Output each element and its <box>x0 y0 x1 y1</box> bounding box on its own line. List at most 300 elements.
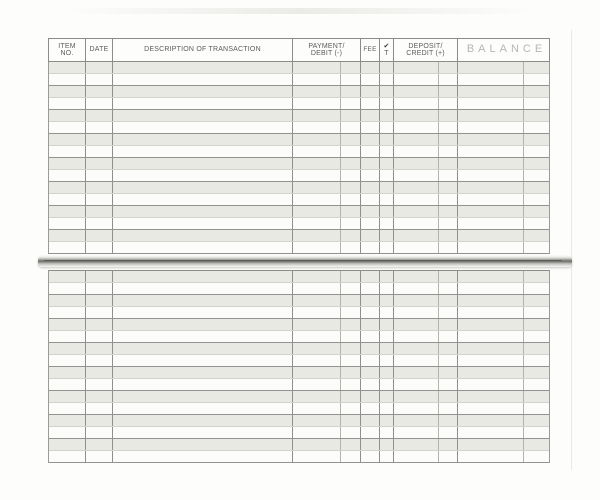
register-row-line <box>49 295 549 307</box>
register-row-line <box>49 379 549 391</box>
cell-deposit-cents <box>439 367 458 378</box>
register-row-line <box>49 403 549 415</box>
cell-balance-dollars <box>458 391 524 402</box>
cell-description <box>113 439 293 450</box>
cell-payment-cents <box>341 307 361 318</box>
cell-date <box>86 415 113 426</box>
cell-date <box>86 271 113 282</box>
cell-balance-dollars <box>458 62 524 73</box>
cell-payment-dollars <box>293 146 341 157</box>
cell-payment-cents <box>341 194 361 205</box>
cell-date <box>86 343 113 354</box>
cell-balance-dollars <box>458 295 524 306</box>
cell-check-t <box>380 230 394 241</box>
register-row-line <box>49 242 549 254</box>
cell-balance-cents <box>524 134 551 145</box>
cell-check-t <box>380 218 394 229</box>
register-page-top <box>48 38 550 254</box>
column-header-fee <box>361 39 380 61</box>
register-row-line <box>49 182 549 194</box>
cell-check-t <box>380 74 394 85</box>
cell-deposit-dollars <box>394 170 439 181</box>
register-row-line <box>49 170 549 182</box>
cell-fee <box>361 218 380 229</box>
register-row-line <box>49 331 549 343</box>
cell-deposit-dollars <box>394 403 439 414</box>
cell-payment-dollars <box>293 367 341 378</box>
cell-description <box>113 331 293 342</box>
cell-check-t <box>380 427 394 438</box>
fee-label: FEE <box>363 46 377 54</box>
cell-balance-cents <box>524 403 551 414</box>
cell-balance-dollars <box>458 182 524 193</box>
register-row-line <box>49 146 549 158</box>
cell-deposit-cents <box>439 194 458 205</box>
register-header-row <box>48 38 550 62</box>
register-row-line <box>49 415 549 427</box>
cell-fee <box>361 194 380 205</box>
cell-balance-cents <box>524 379 551 390</box>
cell-deposit-dollars <box>394 439 439 450</box>
cell-deposit-cents <box>439 451 458 462</box>
cell-date <box>86 295 113 306</box>
cell-deposit-dollars <box>394 451 439 462</box>
cell-check-t <box>380 271 394 282</box>
cell-fee <box>361 158 380 169</box>
cell-description <box>113 451 293 462</box>
cell-balance-dollars <box>458 415 524 426</box>
cell-item-no <box>49 391 86 402</box>
cell-description <box>113 403 293 414</box>
cell-deposit-cents <box>439 86 458 97</box>
cell-description <box>113 307 293 318</box>
cell-balance-cents <box>524 427 551 438</box>
cell-date <box>86 242 113 253</box>
spiral-binding-bar <box>38 256 572 267</box>
cell-balance-cents <box>524 110 551 121</box>
item-no-label-line1: ITEM <box>58 42 76 50</box>
cell-fee <box>361 415 380 426</box>
cell-balance-cents <box>524 343 551 354</box>
cell-check-t <box>380 98 394 109</box>
cell-balance-dollars <box>458 439 524 450</box>
date-label: DATE <box>89 46 109 54</box>
cell-date <box>86 98 113 109</box>
cell-balance-cents <box>524 74 551 85</box>
cell-description <box>113 319 293 330</box>
cell-description <box>113 74 293 85</box>
cell-balance-dollars <box>458 194 524 205</box>
cell-date <box>86 182 113 193</box>
cell-payment-cents <box>341 355 361 366</box>
cell-fee <box>361 331 380 342</box>
cell-deposit-dollars <box>394 307 439 318</box>
cell-item-no <box>49 439 86 450</box>
cell-payment-dollars <box>293 283 341 294</box>
cell-item-no <box>49 403 86 414</box>
cell-deposit-dollars <box>394 158 439 169</box>
cell-fee <box>361 242 380 253</box>
binding-crimp-line <box>44 260 562 261</box>
cell-item-no <box>49 367 86 378</box>
cell-balance-dollars <box>458 451 524 462</box>
cell-balance-dollars <box>458 379 524 390</box>
cell-date <box>86 146 113 157</box>
cell-description <box>113 367 293 378</box>
cell-balance-dollars <box>458 403 524 414</box>
cell-balance-cents <box>524 170 551 181</box>
cell-balance-dollars <box>458 134 524 145</box>
cell-item-no <box>49 134 86 145</box>
cell-check-t <box>380 194 394 205</box>
cell-balance-dollars <box>458 218 524 229</box>
cell-description <box>113 110 293 121</box>
cell-check-t <box>380 319 394 330</box>
cell-payment-dollars <box>293 98 341 109</box>
cell-balance-dollars <box>458 170 524 181</box>
cell-item-no <box>49 331 86 342</box>
cell-fee <box>361 271 380 282</box>
cell-balance-cents <box>524 86 551 97</box>
cell-fee <box>361 295 380 306</box>
cell-payment-cents <box>341 295 361 306</box>
cell-balance-cents <box>524 182 551 193</box>
cell-item-no <box>49 319 86 330</box>
cell-deposit-cents <box>439 98 458 109</box>
paper-edge <box>571 30 572 470</box>
cell-payment-cents <box>341 319 361 330</box>
cell-deposit-cents <box>439 439 458 450</box>
cell-payment-cents <box>341 271 361 282</box>
cell-date <box>86 170 113 181</box>
column-header-balance <box>458 39 551 61</box>
cell-date <box>86 427 113 438</box>
cell-balance-cents <box>524 283 551 294</box>
cell-payment-dollars <box>293 134 341 145</box>
cell-balance-dollars <box>458 355 524 366</box>
cell-fee <box>361 355 380 366</box>
cell-balance-dollars <box>458 122 524 133</box>
cell-description <box>113 427 293 438</box>
cell-payment-cents <box>341 134 361 145</box>
cell-balance-cents <box>524 62 551 73</box>
cell-check-t <box>380 182 394 193</box>
cell-payment-dollars <box>293 62 341 73</box>
cell-deposit-dollars <box>394 343 439 354</box>
cell-description <box>113 98 293 109</box>
cell-description <box>113 355 293 366</box>
cell-deposit-dollars <box>394 367 439 378</box>
cell-date <box>86 218 113 229</box>
cell-deposit-cents <box>439 391 458 402</box>
cell-fee <box>361 283 380 294</box>
cell-deposit-cents <box>439 110 458 121</box>
cell-item-no <box>49 182 86 193</box>
cell-deposit-cents <box>439 271 458 282</box>
cell-date <box>86 367 113 378</box>
cell-description <box>113 170 293 181</box>
cell-payment-cents <box>341 110 361 121</box>
cell-payment-cents <box>341 391 361 402</box>
register-row-line <box>49 451 549 463</box>
cell-item-no <box>49 307 86 318</box>
scan-artifact-top <box>60 8 540 14</box>
cell-balance-cents <box>524 146 551 157</box>
register-row-line <box>49 355 549 367</box>
cell-payment-dollars <box>293 110 341 121</box>
cell-deposit-cents <box>439 182 458 193</box>
cell-balance-dollars <box>458 158 524 169</box>
cell-date <box>86 194 113 205</box>
cell-deposit-dollars <box>394 218 439 229</box>
cell-check-t <box>380 367 394 378</box>
cell-description <box>113 194 293 205</box>
cell-description <box>113 295 293 306</box>
cell-payment-cents <box>341 242 361 253</box>
cell-fee <box>361 391 380 402</box>
cell-date <box>86 379 113 390</box>
cell-payment-dollars <box>293 170 341 181</box>
cell-deposit-dollars <box>394 295 439 306</box>
register-row-line <box>49 307 549 319</box>
cell-description <box>113 134 293 145</box>
cell-payment-dollars <box>293 427 341 438</box>
cell-date <box>86 319 113 330</box>
cell-payment-cents <box>341 379 361 390</box>
cell-payment-cents <box>341 74 361 85</box>
payment-label-line1: PAYMENT/ <box>308 42 345 50</box>
cell-payment-cents <box>341 122 361 133</box>
cell-balance-dollars <box>458 98 524 109</box>
register-row-line <box>49 427 549 439</box>
cell-payment-cents <box>341 331 361 342</box>
cell-check-t <box>380 283 394 294</box>
cell-payment-dollars <box>293 122 341 133</box>
cell-description <box>113 230 293 241</box>
cell-date <box>86 134 113 145</box>
cell-fee <box>361 146 380 157</box>
cell-payment-cents <box>341 218 361 229</box>
register-row-line <box>49 62 549 74</box>
cell-fee <box>361 307 380 318</box>
cell-item-no <box>49 110 86 121</box>
cell-deposit-cents <box>439 403 458 414</box>
cell-fee <box>361 62 380 73</box>
cell-balance-cents <box>524 242 551 253</box>
cell-check-t <box>380 146 394 157</box>
cell-item-no <box>49 451 86 462</box>
cell-date <box>86 206 113 217</box>
cell-deposit-dollars <box>394 122 439 133</box>
cell-balance-dollars <box>458 427 524 438</box>
cell-description <box>113 379 293 390</box>
cell-payment-cents <box>341 343 361 354</box>
cell-balance-cents <box>524 391 551 402</box>
cell-check-t <box>380 307 394 318</box>
cell-date <box>86 355 113 366</box>
cell-check-t <box>380 242 394 253</box>
cell-deposit-dollars <box>394 427 439 438</box>
cell-deposit-cents <box>439 74 458 85</box>
cell-deposit-cents <box>439 295 458 306</box>
cell-deposit-cents <box>439 218 458 229</box>
cell-balance-cents <box>524 307 551 318</box>
cell-date <box>86 110 113 121</box>
cell-item-no <box>49 343 86 354</box>
cell-description <box>113 146 293 157</box>
cell-balance-dollars <box>458 367 524 378</box>
cell-payment-cents <box>341 403 361 414</box>
cell-item-no <box>49 86 86 97</box>
cell-balance-dollars <box>458 242 524 253</box>
cell-date <box>86 122 113 133</box>
cell-item-no <box>49 62 86 73</box>
register-rows-bottom <box>48 270 550 463</box>
cell-deposit-cents <box>439 319 458 330</box>
cell-payment-cents <box>341 367 361 378</box>
cell-deposit-cents <box>439 230 458 241</box>
cell-payment-dollars <box>293 451 341 462</box>
cell-deposit-dollars <box>394 110 439 121</box>
cell-deposit-cents <box>439 134 458 145</box>
cell-check-t <box>380 158 394 169</box>
cell-payment-dollars <box>293 74 341 85</box>
cell-deposit-cents <box>439 331 458 342</box>
cell-deposit-cents <box>439 170 458 181</box>
cell-deposit-dollars <box>394 379 439 390</box>
cell-date <box>86 391 113 402</box>
cell-fee <box>361 182 380 193</box>
cell-item-no <box>49 122 86 133</box>
cell-balance-dollars <box>458 283 524 294</box>
cell-fee <box>361 367 380 378</box>
cell-description <box>113 242 293 253</box>
cell-description <box>113 206 293 217</box>
cell-balance-dollars <box>458 146 524 157</box>
cell-balance-dollars <box>458 343 524 354</box>
cell-item-no <box>49 170 86 181</box>
cell-balance-cents <box>524 367 551 378</box>
cell-check-t <box>380 403 394 414</box>
cell-payment-cents <box>341 158 361 169</box>
cell-payment-cents <box>341 439 361 450</box>
cell-check-t <box>380 134 394 145</box>
cell-payment-dollars <box>293 307 341 318</box>
cell-balance-cents <box>524 158 551 169</box>
cell-balance-dollars <box>458 319 524 330</box>
column-header-check-t <box>380 39 394 61</box>
register-row-line <box>49 98 549 110</box>
cell-description <box>113 182 293 193</box>
cell-deposit-cents <box>439 158 458 169</box>
cell-fee <box>361 206 380 217</box>
cell-payment-cents <box>341 415 361 426</box>
column-header-date <box>86 39 113 61</box>
cell-description <box>113 86 293 97</box>
cell-balance-dollars <box>458 74 524 85</box>
cell-description <box>113 283 293 294</box>
cell-description <box>113 343 293 354</box>
cell-deposit-dollars <box>394 230 439 241</box>
cell-item-no <box>49 379 86 390</box>
cell-description <box>113 391 293 402</box>
cell-payment-dollars <box>293 379 341 390</box>
cell-deposit-dollars <box>394 74 439 85</box>
payment-label-line2: DEBIT (-) <box>310 50 343 57</box>
cell-description <box>113 158 293 169</box>
cell-balance-cents <box>524 98 551 109</box>
cell-item-no <box>49 218 86 229</box>
cell-balance-cents <box>524 355 551 366</box>
cell-check-t <box>380 439 394 450</box>
cell-payment-dollars <box>293 158 341 169</box>
item-no-label-line2: NO. <box>60 50 74 57</box>
cell-payment-cents <box>341 62 361 73</box>
cell-deposit-cents <box>439 62 458 73</box>
cell-item-no <box>49 271 86 282</box>
register-row-line <box>49 74 549 86</box>
cell-deposit-cents <box>439 242 458 253</box>
cell-check-t <box>380 415 394 426</box>
cell-payment-dollars <box>293 230 341 241</box>
cell-deposit-dollars <box>394 391 439 402</box>
register-row-line <box>49 319 549 331</box>
cell-fee <box>361 98 380 109</box>
column-header-item-no <box>49 39 86 61</box>
cell-date <box>86 86 113 97</box>
cell-deposit-dollars <box>394 271 439 282</box>
register-row-line <box>49 218 549 230</box>
cell-deposit-dollars <box>394 206 439 217</box>
column-header-deposit-credit <box>394 39 458 61</box>
cell-fee <box>361 134 380 145</box>
cell-balance-cents <box>524 295 551 306</box>
register-row-line <box>49 122 549 134</box>
cell-balance-dollars <box>458 86 524 97</box>
cell-check-t <box>380 295 394 306</box>
check-t-label: T <box>384 50 389 57</box>
cell-deposit-dollars <box>394 98 439 109</box>
cell-payment-dollars <box>293 271 341 282</box>
cell-payment-dollars <box>293 218 341 229</box>
cell-payment-cents <box>341 427 361 438</box>
register-row-line <box>49 367 549 379</box>
cell-deposit-dollars <box>394 194 439 205</box>
cell-fee <box>361 86 380 97</box>
cell-check-t <box>380 391 394 402</box>
checkmark-icon: ✔ <box>383 43 390 50</box>
cell-date <box>86 403 113 414</box>
register-row-line <box>49 110 549 122</box>
cell-payment-dollars <box>293 242 341 253</box>
cell-fee <box>361 230 380 241</box>
cell-payment-dollars <box>293 415 341 426</box>
cell-balance-dollars <box>458 110 524 121</box>
cell-item-no <box>49 295 86 306</box>
cell-deposit-cents <box>439 343 458 354</box>
cell-date <box>86 283 113 294</box>
cell-payment-dollars <box>293 182 341 193</box>
cell-payment-cents <box>341 170 361 181</box>
cell-deposit-dollars <box>394 415 439 426</box>
cell-balance-dollars <box>458 331 524 342</box>
cell-fee <box>361 439 380 450</box>
register-row-line <box>49 391 549 403</box>
cell-fee <box>361 74 380 85</box>
cell-check-t <box>380 379 394 390</box>
cell-balance-dollars <box>458 230 524 241</box>
register-row-line <box>49 343 549 355</box>
